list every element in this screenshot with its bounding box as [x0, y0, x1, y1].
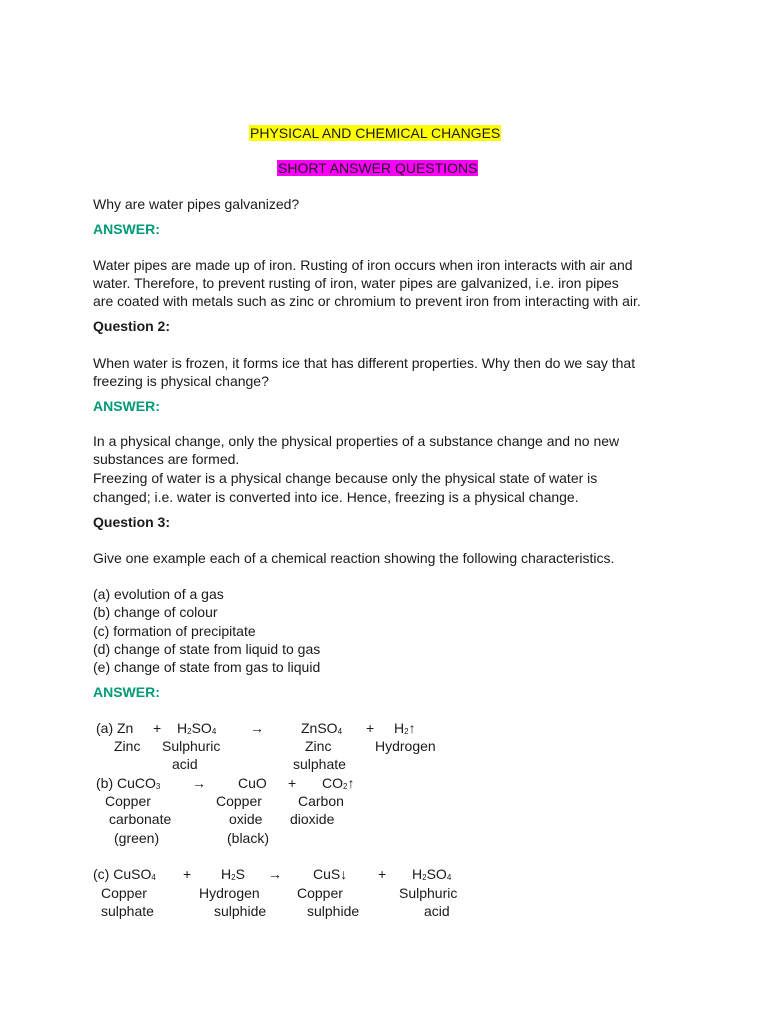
name-copper: Copper: [297, 885, 343, 901]
name-zinc: Zinc: [114, 738, 141, 754]
name-oxide: oxide: [229, 811, 263, 827]
answer-1-line: Water pipes are made up of iron. Rusting of iron occurs when iron interacts with air and: [93, 257, 633, 273]
question-2-line: When water is frozen, it forms ice that has different properties. Why then do we say that: [93, 355, 636, 371]
name-copper: Copper: [105, 793, 151, 809]
name-hydrogen: Hydrogen: [375, 738, 436, 754]
name-acid: acid: [172, 756, 198, 772]
product-znso4: ZnSO$_4$: [301, 720, 343, 736]
question-1-text: Why are water pipes galvanized?: [93, 196, 300, 212]
plus-sign: +: [153, 720, 162, 736]
plus-sign: +: [183, 866, 192, 882]
product-cus: CuS↓: [313, 866, 348, 882]
question-2-line: freezing is physical change?: [93, 373, 269, 389]
document-title: PHYSICAL AND CHEMICAL CHANGES: [250, 125, 501, 141]
name-sulphate: sulphate: [293, 756, 346, 772]
reactant-h2s: $H_2S$: [221, 866, 245, 882]
name-sulphide: sulphide: [307, 903, 360, 919]
characteristic-item: (e) change of state from gas to liquid: [93, 659, 321, 675]
product-h2so4: $H_2SO_4$: [412, 866, 452, 882]
name-copper: Copper: [216, 793, 262, 809]
question-3-text: Give one example each of a chemical reaction showing the following characteristics.: [93, 550, 615, 566]
name-black: (black): [227, 830, 270, 846]
name-sulphate: sulphate: [101, 903, 154, 919]
answer-2-line: substances are formed.: [93, 451, 240, 467]
answer-2-label: ANSWER:: [93, 398, 160, 414]
product-co2: $CO_2↑$: [322, 775, 355, 791]
answer-2-line: changed; i.e. water is converted into ice. Hence, freezing is a physical change.: [93, 489, 579, 505]
characteristic-item: (d) change of state from liquid to gas: [93, 641, 321, 657]
name-dioxide: dioxide: [290, 811, 335, 827]
answer-1-line: water. Therefore, to prevent rusting of iron, water pipes are galvanized, i.e. iron pipes: [93, 275, 619, 291]
question-2-label: Question 2:: [93, 318, 171, 334]
reaction-arrow: →: [250, 720, 264, 736]
reactant-cuco3: (b) CuCO$_3$: [96, 775, 161, 791]
characteristic-item: (c) formation of precipitate: [93, 623, 256, 639]
answer-1-line: are coated with metals such as zinc or chromium to prevent iron from interacting with air.: [93, 293, 641, 309]
name-hydrogen: Hydrogen: [199, 885, 260, 901]
plus-sign: +: [366, 720, 375, 736]
question-3-label: Question 3:: [93, 514, 171, 530]
answer-1-label: ANSWER:: [93, 221, 160, 237]
answer-2-line: In a physical change, only the physical properties of a substance change and no new: [93, 433, 620, 449]
name-zinc: Zinc: [305, 738, 332, 754]
answer-2-line: Freezing of water is a physical change because only the physical state of water is: [93, 470, 598, 486]
name-carbonate: carbonate: [109, 811, 172, 827]
product-h2: $H_2↑$: [394, 720, 416, 736]
name-acid: acid: [424, 903, 450, 919]
product-cuo: CuO: [238, 775, 267, 791]
plus-sign: +: [378, 866, 387, 882]
name-sulphide: sulphide: [214, 903, 267, 919]
name-green: (green): [114, 830, 160, 846]
reactant-h2so4: $H_2SO_4$: [177, 720, 217, 736]
section-subtitle: SHORT ANSWER QUESTIONS: [278, 160, 478, 176]
plus-sign: +: [288, 775, 297, 791]
answer-3-label: ANSWER:: [93, 684, 160, 700]
reaction-arrow: →: [268, 866, 282, 882]
name-sulphuric: Sulphuric: [399, 885, 458, 901]
name-sulphuric: Sulphuric: [162, 738, 221, 754]
reactant-zn: (a) Zn: [96, 720, 134, 736]
name-carbon: Carbon: [298, 793, 344, 809]
name-copper: Copper: [101, 885, 147, 901]
reaction-arrow: →: [192, 775, 206, 791]
characteristic-item: (a) evolution of a gas: [93, 586, 224, 602]
reactant-cuso4: (c) CuSO$_4$: [93, 866, 156, 882]
characteristic-item: (b) change of colour: [93, 604, 218, 620]
